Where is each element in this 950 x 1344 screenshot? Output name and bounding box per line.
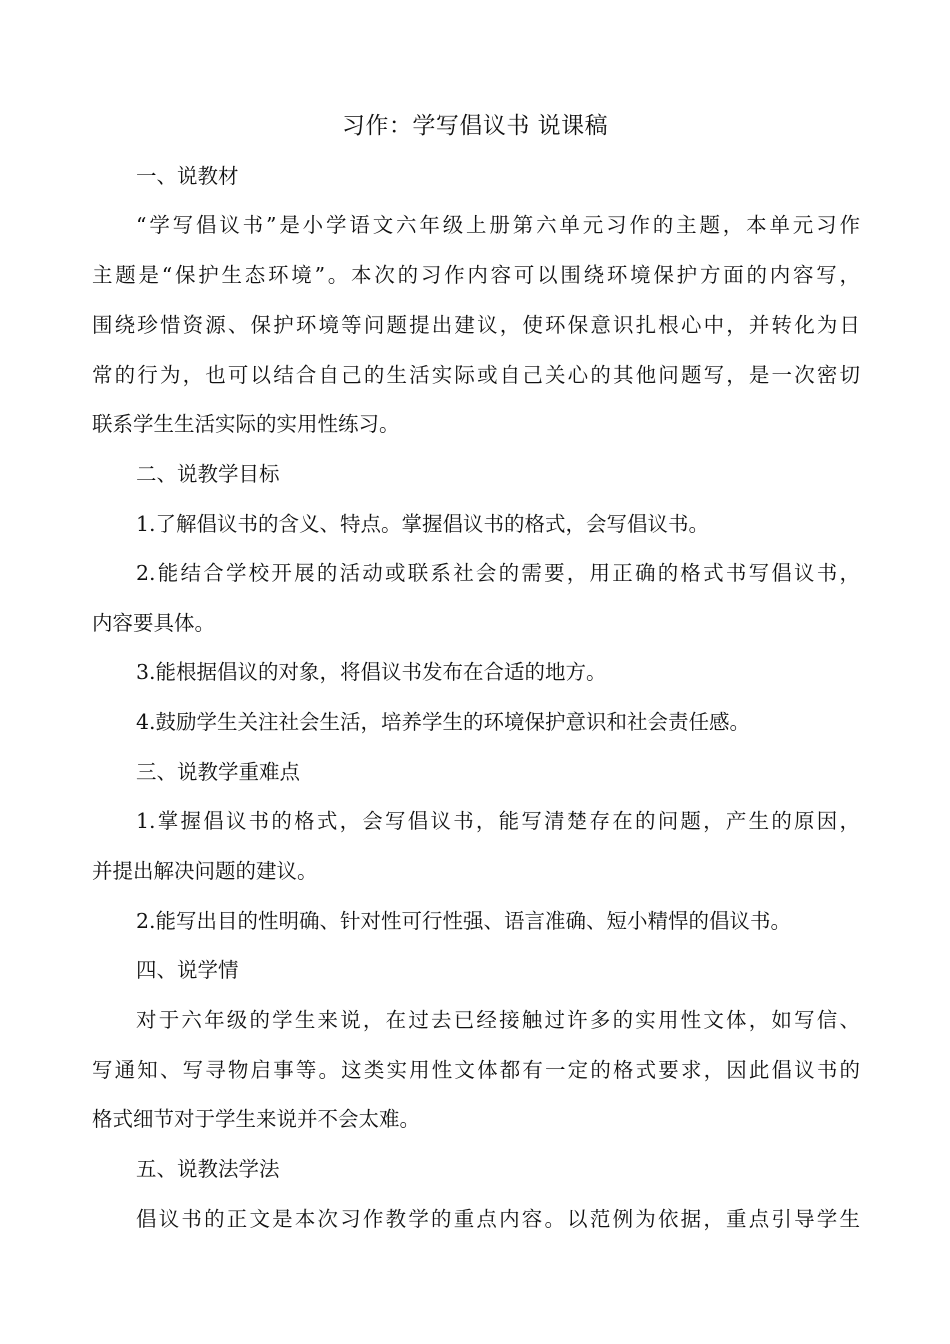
list-item: 1.了解倡议书的含义、特点。掌握倡议书的格式，会写倡议书。 bbox=[136, 512, 710, 536]
section-heading-methods: 五、说教法学法 bbox=[136, 1157, 280, 1181]
paragraph-line: 联系学生生活实际的实用性练习。 bbox=[92, 412, 400, 436]
list-item: 2.能写出目的性明确、针对性可行性强、语言准确、短小精悍的倡议书。 bbox=[136, 909, 792, 933]
paragraph-line: 倡议书的正文是本次习作教学的重点内容。以范例为依据，重点引导学生 bbox=[136, 1207, 860, 1231]
paragraph-line: 常的行为，也可以结合自己的生活实际或自己关心的其他问题写，是一次密切 bbox=[92, 363, 860, 387]
paragraph-line: 对于六年级的学生来说，在过去已经接触过许多的实用性文体，如写信、 bbox=[136, 1008, 860, 1032]
list-item: 4.鼓励学生关注社会生活，培养学生的环境保护意识和社会责任感。 bbox=[136, 710, 751, 734]
list-item-continuation: 并提出解决问题的建议。 bbox=[92, 859, 318, 883]
paragraph-line: 写通知、写寻物启事等。这类实用性文体都有一定的格式要求，因此倡议书的 bbox=[92, 1058, 860, 1082]
section-heading-key-points: 三、说教学重难点 bbox=[136, 760, 300, 784]
section-heading-objectives: 二、说教学目标 bbox=[136, 462, 280, 486]
paragraph-line: 围绕珍惜资源、保护环境等问题提出建议，使环保意识扎根心中，并转化为日 bbox=[92, 313, 860, 337]
section-heading-learners: 四、说学情 bbox=[136, 958, 239, 982]
list-item-continuation: 内容要具体。 bbox=[92, 611, 215, 635]
list-item: 3.能根据倡议的对象，将倡议书发布在合适的地方。 bbox=[136, 660, 607, 684]
paragraph-line: “学写倡议书”是小学语文六年级上册第六单元习作的主题，本单元习作 bbox=[136, 213, 860, 237]
paragraph-line: 格式细节对于学生来说并不会太难。 bbox=[92, 1107, 420, 1131]
paragraph-line: 主题是“保护生态环境”。本次的习作内容可以围绕环境保护方面的内容写， bbox=[92, 263, 860, 287]
section-heading-textbook: 一、说教材 bbox=[136, 164, 239, 188]
list-item: 1.掌握倡议书的格式，会写倡议书，能写清楚存在的问题，产生的原因， bbox=[136, 809, 860, 833]
list-item: 2.能结合学校开展的活动或联系社会的需要，用正确的格式书写倡议书， bbox=[136, 561, 860, 585]
document-title: 习作：学写倡议书 说课稿 bbox=[341, 113, 609, 139]
